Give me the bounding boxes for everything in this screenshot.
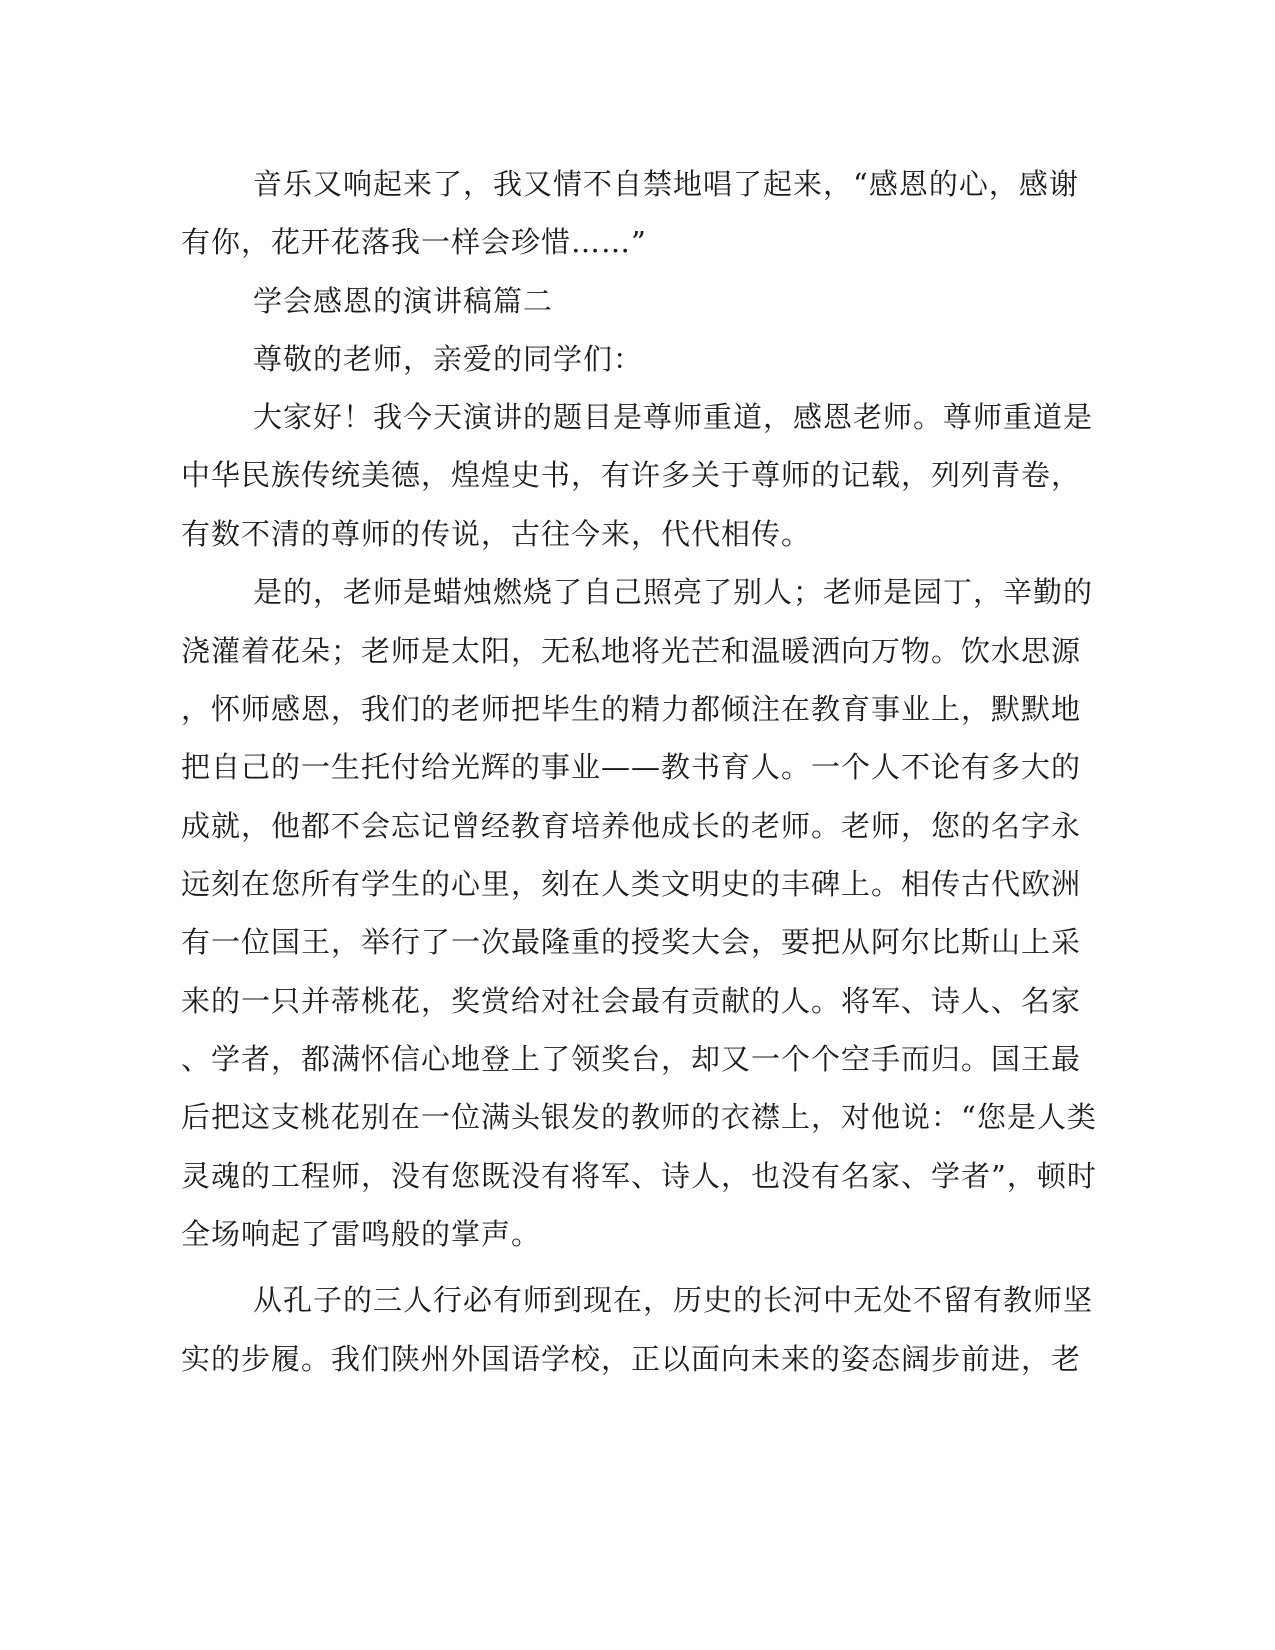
- text-line: 远刻在您所有学生的心里，刻在人类文明史的丰碑上。相传古代欧洲: [181, 867, 1082, 901]
- text-line: 成就，他都不会忘记曾经教育培养他成长的老师。老师，您的名字永: [181, 809, 1082, 843]
- text-line: 是的，老师是蜡烛燃烧了自己照亮了别人；老师是园丁，辛勤的: [253, 575, 1094, 609]
- salutation: 尊敬的老师，亲爱的同学们：: [253, 342, 644, 376]
- text-line: 中华民族传统美德，煌煌史书，有许多关于尊师的记载，列列青卷，: [181, 458, 1082, 492]
- text-line: 有数不清的尊师的传说，古往今来，代代相传。: [181, 517, 812, 551]
- text-line: 全场响起了雷鸣般的掌声。: [181, 1217, 542, 1251]
- text-line: 实的步履。我们陕州外国语学校，正以面向未来的姿态阔步前进，老: [181, 1342, 1082, 1376]
- text-line: 音乐又响起来了，我又情不自禁地唱了起来，“感恩的心，感谢: [253, 167, 1079, 201]
- text-line: 有一位国王，举行了一次最隆重的授奖大会，要把从阿尔比斯山上采: [181, 925, 1082, 959]
- text-line: 浇灌着花朵；老师是太阳，无私地将光芒和温暖洒向万物。饮水思源: [181, 634, 1082, 668]
- text-line: 从孔子的三人行必有师到现在，历史的长河中无处不留有教师坚: [253, 1283, 1094, 1317]
- text-line: 把自己的一生托付给光辉的事业——教书育人。一个人不论有多大的: [181, 750, 1082, 784]
- text-line: 来的一只并蒂桃花，奖赏给对社会最有贡献的人。将军、诗人、名家: [181, 984, 1082, 1018]
- text-line: 灵魂的工程师，没有您既没有将军、诗人，也没有名家、学者”，顿时: [181, 1159, 1097, 1193]
- section-heading: 学会感恩的演讲稿篇二: [253, 284, 554, 318]
- text-line: 有你，花开花落我一样会珍惜……”: [181, 225, 647, 259]
- text-line: 大家好！我今天演讲的题目是尊师重道，感恩老师。尊师重道是: [253, 400, 1094, 434]
- text-line: 后把这支桃花别在一位满头银发的教师的衣襟上，对他说：“您是人类: [181, 1100, 1097, 1134]
- text-line: ，怀师感恩，我们的老师把毕生的精力都倾注在教育事业上，默默地: [181, 692, 1082, 726]
- text-line: 、学者，都满怀信心地登上了领奖台，却又一个个空手而归。国王最: [181, 1042, 1082, 1076]
